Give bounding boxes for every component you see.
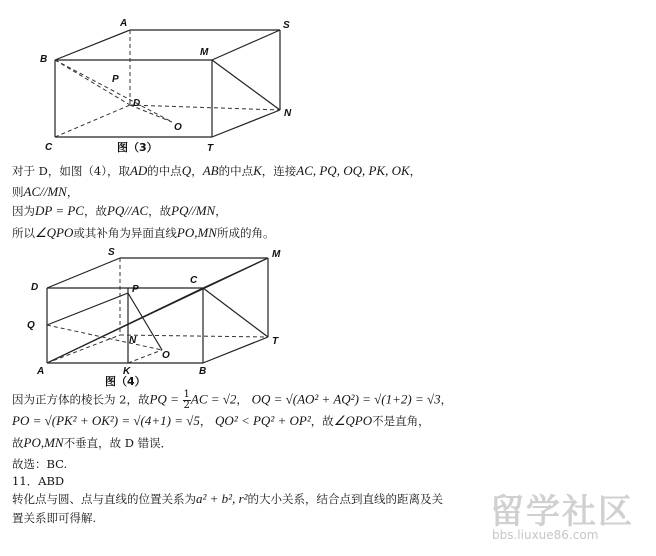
text-segment: 不是直角， <box>372 414 430 428</box>
math-ad: AD <box>129 163 148 178</box>
math-ac-sqrt2: AC = √2 <box>190 391 237 407</box>
text-segment: ，连接 <box>261 164 297 178</box>
math-lines: PO,MN <box>176 225 217 240</box>
math-pq-ac: PQ//AC <box>106 203 149 218</box>
text-segment: 则 <box>12 185 24 199</box>
text-segment: ， <box>66 185 79 199</box>
text-segment: ， <box>199 414 212 428</box>
math-pq-mn: PQ//MN <box>171 203 216 218</box>
text-segment: 因为正方体的棱长为 2，故 <box>12 392 150 407</box>
text-line-1 <box>12 164 421 178</box>
math-dp-pc: DP = PC <box>35 203 84 218</box>
label-P: P <box>132 284 139 295</box>
text-segment: 所以 <box>12 226 35 240</box>
math-k: K <box>253 163 262 178</box>
text-segment: ，故 <box>310 414 334 428</box>
text-segment: ， <box>409 164 422 178</box>
text-line-2 <box>12 185 78 199</box>
label-C: C <box>45 142 53 153</box>
math-angle: ∠QPO <box>35 225 74 240</box>
text-segment: 或其补角为异面直线 <box>73 226 177 240</box>
text-line-11 <box>12 511 96 525</box>
label-A: A <box>37 366 45 377</box>
label-B: B <box>40 54 48 65</box>
label-T: T <box>207 143 214 154</box>
label-N: N <box>129 335 137 346</box>
figure-3-caption: 图（3） <box>117 141 158 154</box>
label-N: N <box>284 108 292 119</box>
label-Q: Q <box>27 320 35 331</box>
math-q: Q <box>181 163 192 178</box>
text-segment: ，故 <box>148 204 172 218</box>
math-pq: PQ = <box>149 391 179 407</box>
text-segment: ，故 <box>83 204 107 218</box>
text-segment: 转化点与圆、点与直线的位置关系为 <box>12 492 196 506</box>
answer-line: 故选：BC. <box>12 457 68 471</box>
text-line-9 <box>12 474 64 488</box>
text-line-4 <box>12 226 274 240</box>
math-angle: ∠QPO <box>333 413 373 428</box>
text-segment: 所成的角。 <box>216 226 275 240</box>
text-line-7 <box>12 436 172 450</box>
label-M: M <box>200 47 209 58</box>
math-lines: PO,MN <box>23 435 64 450</box>
text-segment: ， <box>215 204 227 218</box>
label-D: D <box>133 98 141 109</box>
text-line-3 <box>12 204 227 218</box>
text-segment: 对于 D，如图（4），取 <box>12 164 130 178</box>
math-segment-list: AC, PQ, OQ, PK, OK <box>296 163 410 178</box>
math-ab: AB <box>202 163 219 178</box>
question-number: 11．ABD <box>12 474 65 488</box>
label-C: C <box>190 275 198 286</box>
text-segment: ， <box>191 164 203 178</box>
label-S: S <box>108 247 115 258</box>
label-O: O <box>174 122 182 133</box>
watermark-logo: 留学社区 <box>490 492 634 532</box>
fraction-half <box>183 390 191 411</box>
math-oq: OQ = √(AO² + AQ²) = √(1+2) = √3 <box>251 391 441 407</box>
label-T: T <box>272 336 279 347</box>
text-segment: 的中点 <box>218 164 254 178</box>
label-M: M <box>272 249 281 260</box>
text-line-8 <box>12 457 67 471</box>
figure-4-caption: 图（4） <box>105 375 146 388</box>
label-B: B <box>199 366 207 377</box>
text-line-5 <box>12 390 452 411</box>
math-po: PO = √(PK² + OK²) = √(4+1) = √5 <box>12 413 200 428</box>
label-D: D <box>31 282 39 293</box>
watermark-url: bbs.liuxue86.com <box>492 528 599 542</box>
text-segment: 不垂直，故 D 错误． <box>63 436 173 450</box>
label-P: P <box>112 74 119 85</box>
text-segment: 的中点 <box>147 164 182 178</box>
label-K: K <box>123 366 131 377</box>
text-segment: 置关系即可得解. <box>12 511 97 525</box>
text-segment: 关 <box>431 492 444 506</box>
fraction-numerator: 1 <box>183 389 190 400</box>
text-segment: 故 <box>12 436 24 450</box>
label-S: S <box>283 20 290 31</box>
text-line-6 <box>12 414 430 428</box>
math-inequality: QO² < PQ² + OP² <box>215 413 311 428</box>
label-O: O <box>162 350 170 361</box>
text-segment: 因为 <box>12 204 35 218</box>
label-A: A <box>120 18 128 29</box>
fraction-denominator: 2 <box>183 400 190 411</box>
math-squares: a² + b², r² <box>196 491 248 506</box>
text-segment: ， <box>440 392 453 407</box>
text-segment: 的大小关系，结合点到直线的距离及 <box>247 492 432 506</box>
math-parallel: AC//MN <box>23 184 67 199</box>
text-line-10 <box>12 492 443 506</box>
text-segment: ， <box>236 392 248 407</box>
